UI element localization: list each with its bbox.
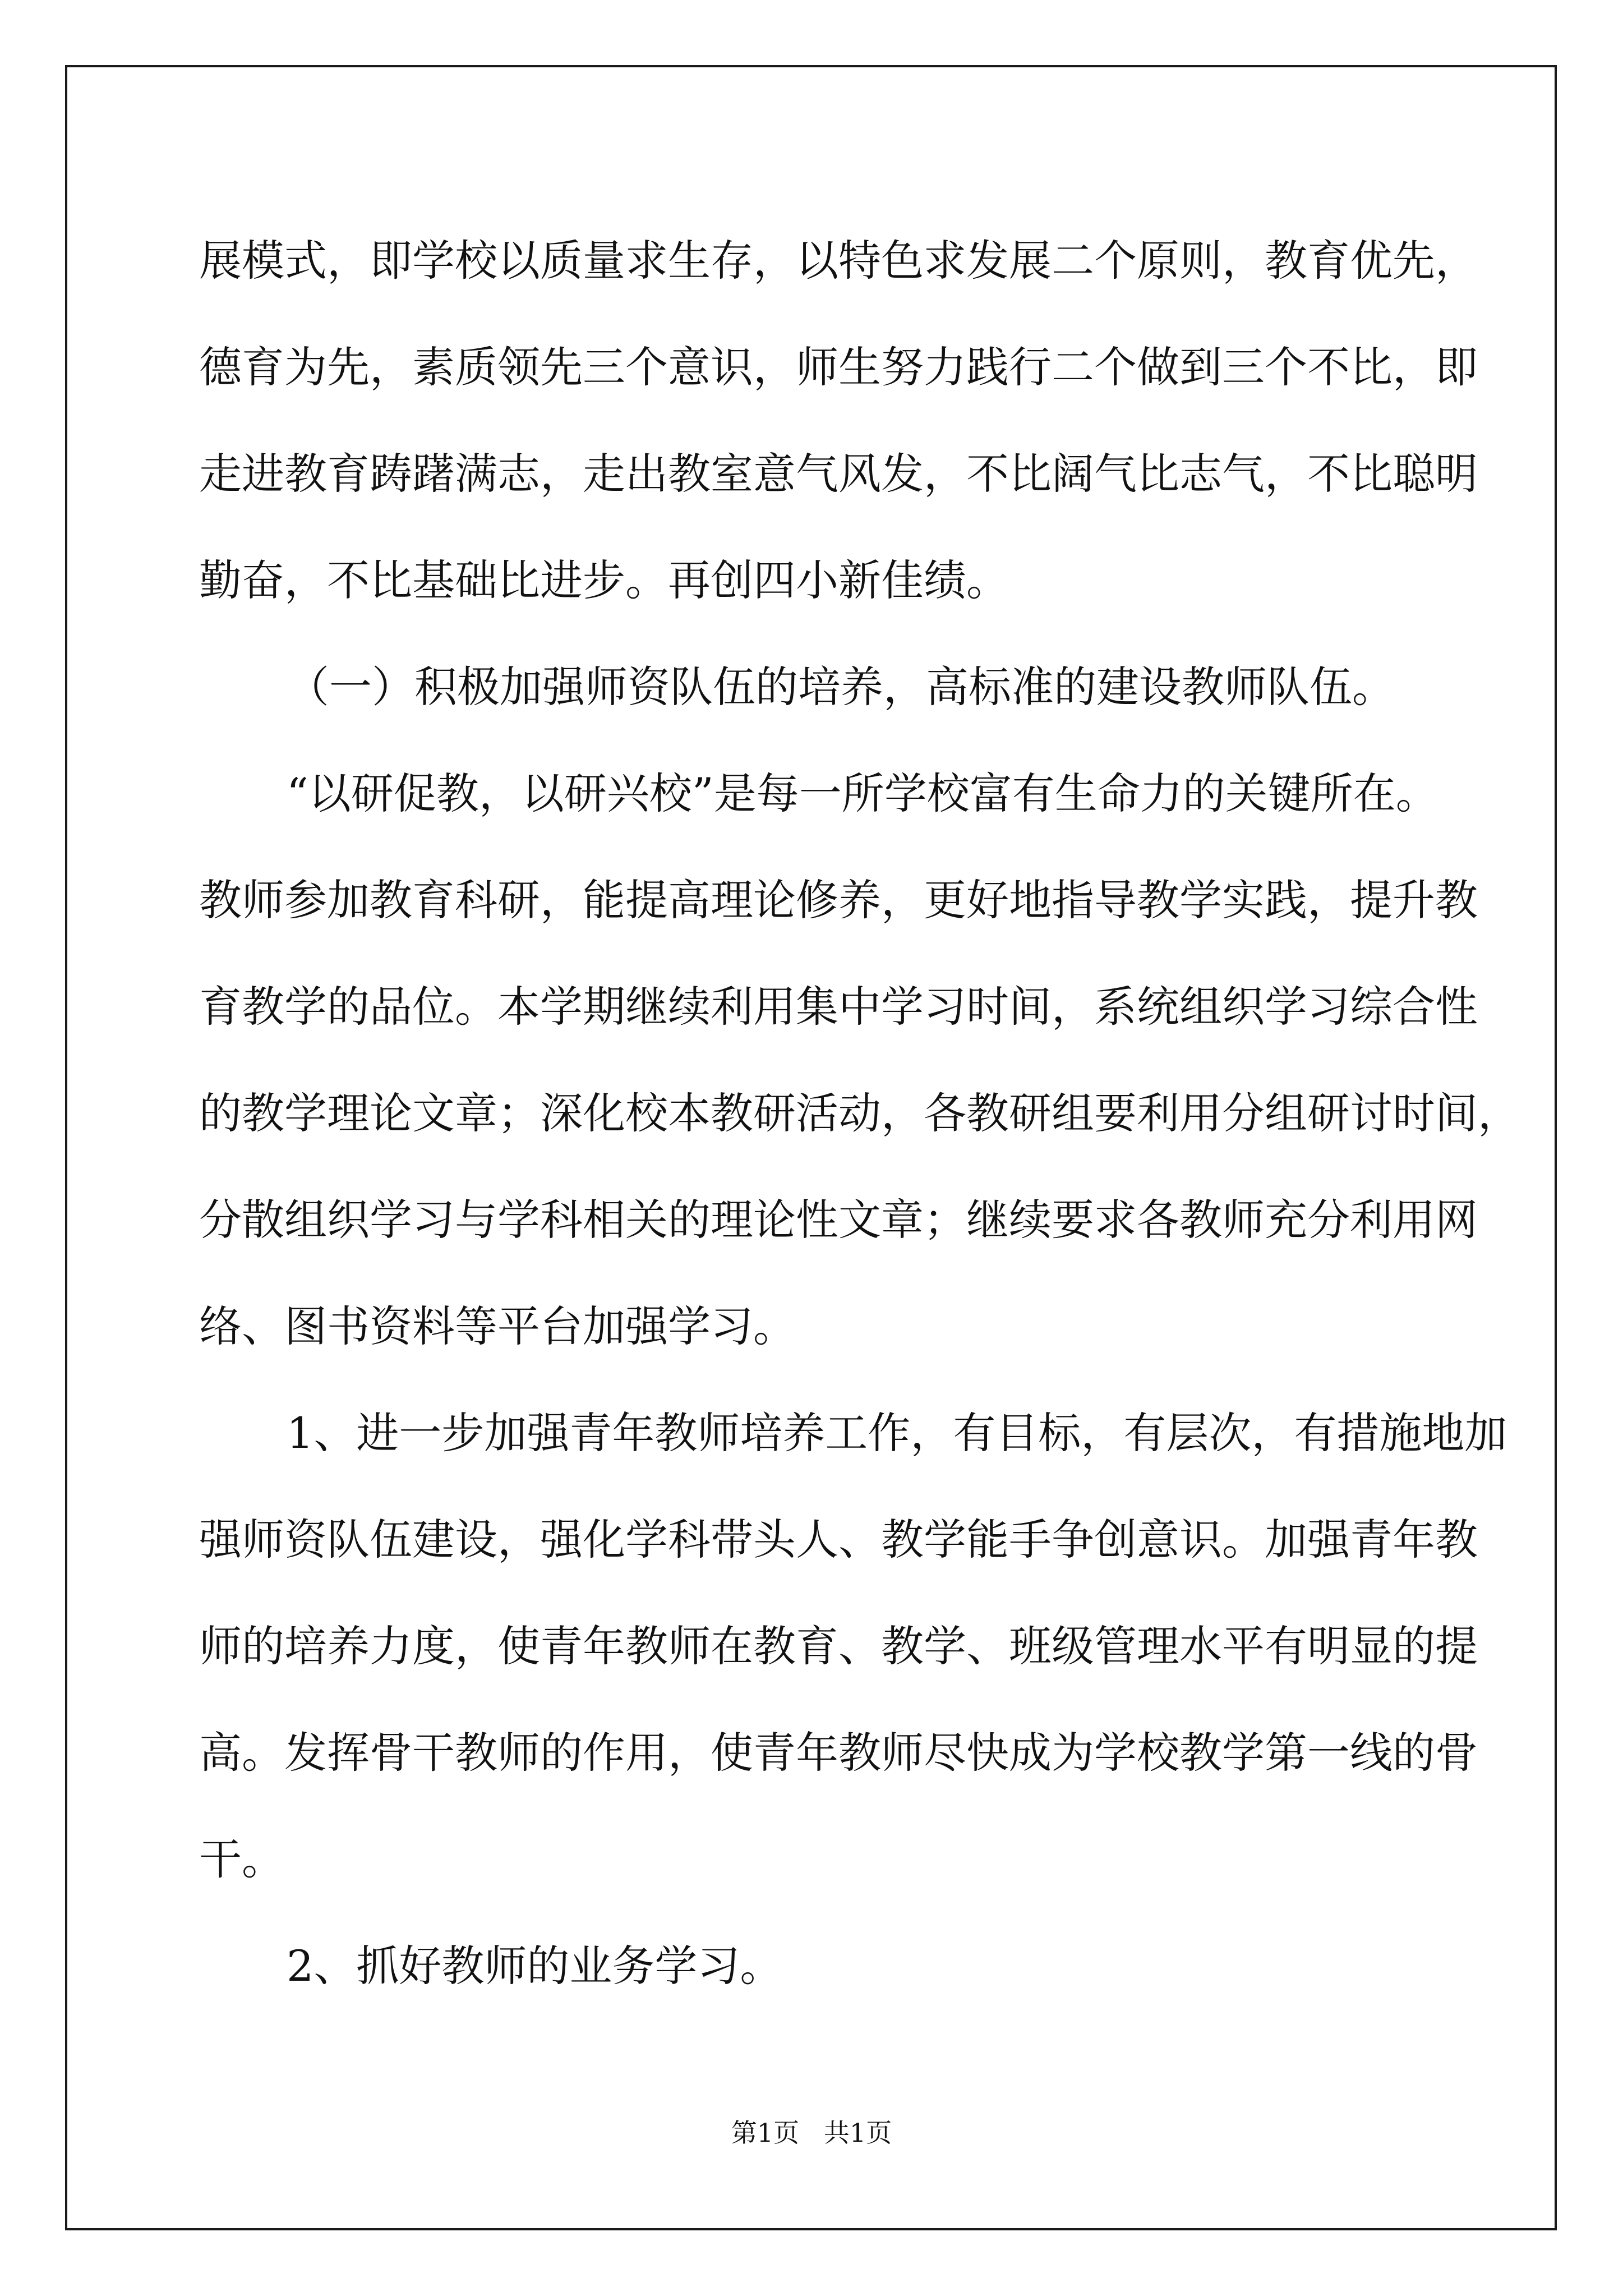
text-line: 高。发挥骨干教师的作用，使青年教师尽快成为学校教学第一线的骨 <box>199 1728 1478 1778</box>
text-line: 的教学理论文章；深化校本教研活动，各教研组要利用分组研讨时间， <box>199 1088 1520 1138</box>
text-line: 干。 <box>199 1834 284 1884</box>
text-line: 走进教育踌躇满志，走出教室意气风发，不比阔气比志气，不比聪明 <box>199 449 1478 499</box>
text-line: （一）积极加强师资队伍的培养，高标准的建设教师队伍。 <box>287 662 1395 712</box>
text-line: 强师资队伍建设，强化学科带头人、教学能手争创意识。加强青年教 <box>199 1515 1478 1565</box>
text-line: 师的培养力度，使青年教师在教育、教学、班级管理水平有明显的提 <box>199 1621 1478 1671</box>
text-line: 络、图书资料等平台加强学习。 <box>199 1301 796 1351</box>
text-line: 育教学的品位。本学期继续利用集中学习时间，系统组织学习综合性 <box>199 982 1478 1032</box>
text-line: 2、抓好教师的业务学习。 <box>287 1941 783 1991</box>
text-line: 分散组织学习与学科相关的理论性文章；继续要求各教师充分利用网 <box>199 1195 1478 1245</box>
text-line: “以研促教，以研兴校”是每一所学校富有生命力的关键所在。 <box>287 769 1438 818</box>
text-line: 教师参加教育科研，能提高理论修养，更好地指导教学实践，提升教 <box>199 875 1478 925</box>
text-line: 勤奋，不比基础比进步。再创四小新佳绩。 <box>199 555 1009 605</box>
page-footer: 第1页 共1页 <box>731 2118 892 2148</box>
text-line: 德育为先，素质领先三个意识，师生努力践行二个做到三个不比，即 <box>199 342 1478 392</box>
document-body <box>199 208 1520 2019</box>
text-line: 1、进一步加强青年教师培养工作，有目标，有层次，有措施地加 <box>287 1408 1507 1458</box>
text-line: 展模式，即学校以质量求生存，以特色求发展二个原则，教育优先， <box>199 236 1478 286</box>
